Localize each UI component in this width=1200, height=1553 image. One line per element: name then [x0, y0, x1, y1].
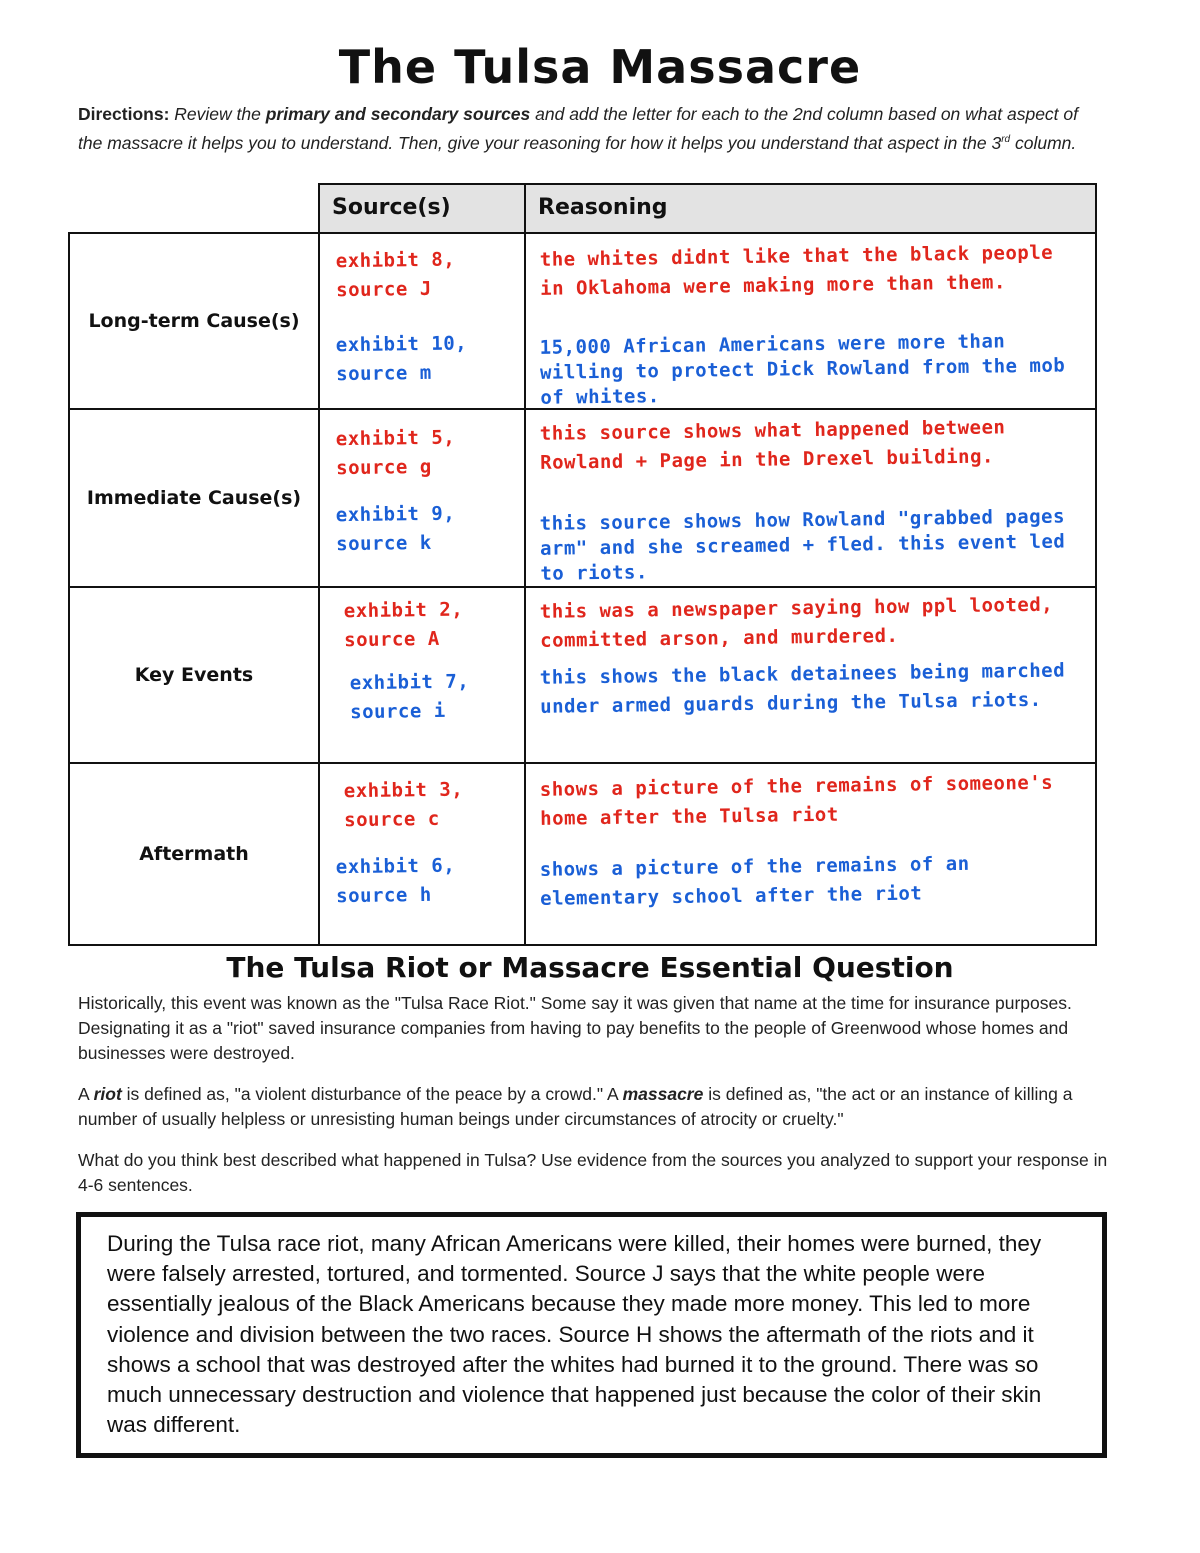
historical-context-paragraph: Historically, this event was known as the "Tulsa Race Riot." Some say it was given that name at the time for insurance purposes. Designating it as a "riot" saved insurance companies from having to pay benefits to the people of Greenwood whose homes and businesses were destroyed.: [78, 993, 1072, 1063]
reasoning-red: this was a newspaper saying how ppl looted, committed arson, and murdered.: [539, 593, 1054, 652]
sources-cell-key-events: [318, 586, 526, 764]
reasoning-blue: this source shows how Rowland "grabbed pages arm" and she screamed + fled. this event led to riots.: [539, 505, 1066, 585]
essential-question-title: The Tulsa Riot or Massacre Essential Question: [226, 951, 954, 984]
source-blue: exhibit 9, source k: [335, 502, 456, 556]
source-blue: exhibit 10, source m: [335, 332, 468, 386]
reasoning-blue: 15,000 African Americans were more than willing to protect Dick Rowland from the mob of whites.: [539, 330, 1066, 409]
directions-text-2: and add the letter for each to the 2nd column based on what aspect of the massacre it helps you to understand. Then, give your reasoning for how it helps you understand that aspect in the 3: [78, 104, 1078, 153]
prompt-paragraph: What do you think best described what happened in Tulsa? Use evidence from the sources you analyzed to support your response in 4-6 sentences.: [78, 1150, 1108, 1195]
source-red: exhibit 3, source c: [343, 778, 464, 832]
directions-text-1: Review the: [169, 104, 266, 124]
source-red: exhibit 5, source g: [335, 426, 456, 480]
reasoning-blue: this shows the black detainees being marched under armed guards during the Tulsa riots.: [539, 659, 1066, 718]
sources-cell-aftermath: [318, 762, 526, 946]
reasoning-red: this source shows what happened between Rowland + Page in the Drexel building.: [539, 416, 1006, 474]
reasoning-blue: shows a picture of the remains of an elementary school after the riot: [539, 852, 970, 910]
reasoning-cell-key-events: [524, 586, 1097, 764]
directions-superscript: rd: [1001, 134, 1011, 145]
header-sources-label: Source(s): [332, 195, 451, 220]
source-red: exhibit 8, source J: [335, 248, 456, 302]
sources-cell-long-term: [318, 232, 526, 410]
answer-box[interactable]: [76, 1212, 1107, 1458]
reasoning-cell-immediate: [524, 408, 1097, 588]
header-reasoning: [524, 183, 1097, 234]
answer-text: During the Tulsa race riot, many African Americans were killed, their homes were burned, they were falsely arrested, tortured, and tormented. Source J says that the white people were essentially jealous of the Black Americans because they made more money. This led to more violence and division between the two races. Source H shows the aftermath of the riots and it shows a school that was destroyed after the whites had burned it to the ground. There was so much unnecessary destruction and violence that happened just because the color of their skin was different.: [107, 1231, 1042, 1438]
source-blue: exhibit 7, source i: [349, 670, 470, 724]
directions-text-3: column.: [1010, 132, 1077, 153]
directions-label: Directions:: [78, 104, 170, 124]
row-label-key-events: Key Events: [68, 586, 320, 764]
definitions-text-2: is defined as, "a violent disturbance of the peace by a crowd." A: [121, 1084, 623, 1104]
definitions-text-1: A: [78, 1084, 94, 1104]
header-sources: [318, 183, 526, 234]
reasoning-cell-aftermath: [524, 762, 1097, 946]
directions: [78, 101, 1078, 156]
sources-cell-immediate: [318, 408, 526, 588]
reasoning-red: the whites didnt like that the black people in Oklahoma were making more than them.: [539, 241, 1054, 300]
massacre-term: massacre: [622, 1084, 704, 1104]
directions-emphasis: primary and secondary sources: [265, 104, 531, 124]
source-red: exhibit 2, source A: [343, 598, 464, 652]
definitions-paragraph: [78, 1082, 1108, 1132]
riot-term: riot: [93, 1084, 122, 1104]
row-label-long-term: Long-term Cause(s): [68, 232, 320, 410]
definitions-text-3: is defined as, "the act or an instance of killing a number of usually helpless or unresisting human beings under circumstances of atrocity or cruelty.": [78, 1084, 1073, 1129]
row-label-aftermath: Aftermath: [68, 762, 320, 946]
source-blue: exhibit 6, source h: [335, 854, 456, 908]
row-label-immediate: Immediate Cause(s): [68, 408, 320, 588]
reasoning-red: shows a picture of the remains of someone's home after the Tulsa riot: [539, 771, 1054, 830]
header-reasoning-label: Reasoning: [538, 195, 668, 220]
page-title: The Tulsa Massacre: [338, 40, 862, 94]
reasoning-cell-long-term: [524, 232, 1097, 410]
